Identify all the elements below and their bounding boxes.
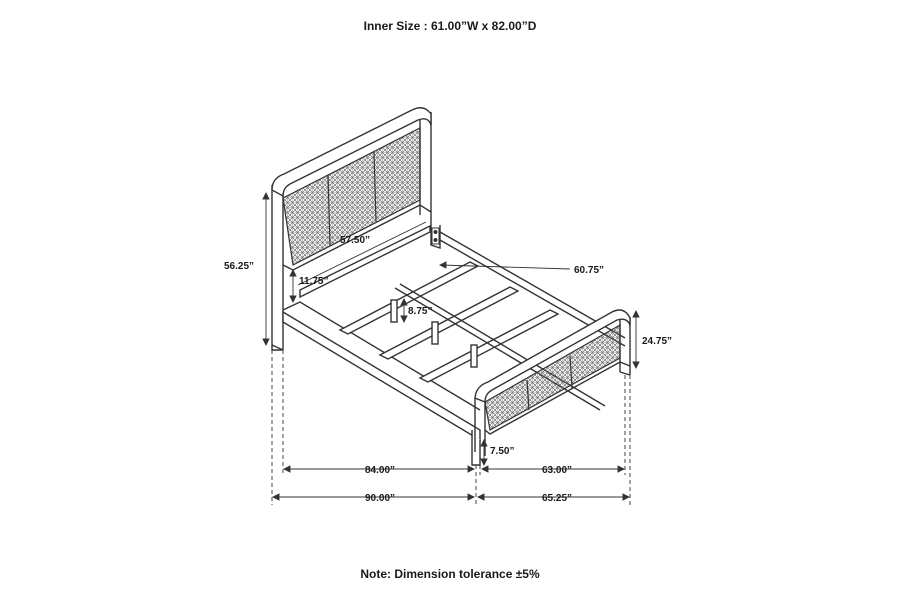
side-rail-length-label: 60.75” xyxy=(574,265,605,276)
overall-length-label: 90.00” xyxy=(365,493,396,504)
inner-length-label: 84.00” xyxy=(365,465,396,476)
leg-height-label: 7.50” xyxy=(490,446,515,457)
footboard xyxy=(475,310,630,456)
slat-support-height-label: 8.75” xyxy=(408,306,433,317)
overall-height-label: 56.25” xyxy=(224,261,255,272)
overall-width-label: 65.25” xyxy=(542,493,573,504)
footboard-height-label: 24.75” xyxy=(642,336,673,347)
tolerance-note: Note: Dimension tolerance ±5% xyxy=(360,567,540,581)
inner-width-label: 63.00” xyxy=(542,465,573,476)
rail-height-label: 11.75” xyxy=(299,276,329,287)
headboard-width-label: 57.50” xyxy=(340,235,371,246)
inner-size-title: Inner Size : 61.00”W x 82.00”D xyxy=(363,19,537,33)
